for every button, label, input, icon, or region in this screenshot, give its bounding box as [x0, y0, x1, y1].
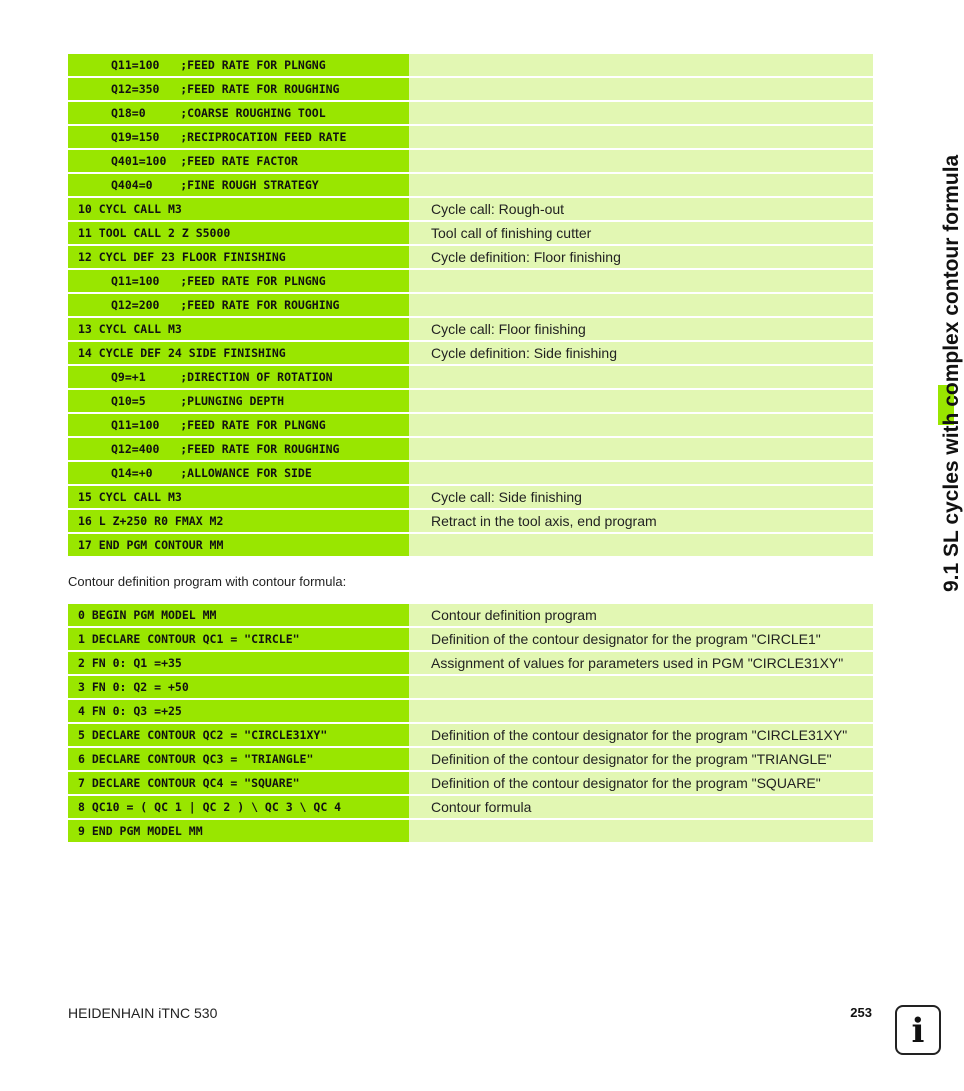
nc-code-cell: 11 TOOL CALL 2 Z S5000: [68, 222, 409, 244]
description-cell: Retract in the tool axis, end program: [409, 510, 873, 532]
description-cell: Definition of the contour designator for the program "TRIANGLE": [409, 748, 873, 770]
table-row: [68, 772, 873, 794]
description-cell: [409, 270, 873, 292]
description-cell: [409, 366, 873, 388]
nc-code-cell: 17 END PGM CONTOUR MM: [68, 534, 409, 556]
nc-code-cell: Q11=100 ;FEED RATE FOR PLNGNG: [68, 414, 409, 436]
description-cell: [409, 126, 873, 148]
nc-code-cell: 14 CYCLE DEF 24 SIDE FINISHING: [68, 342, 409, 364]
table-row: [68, 390, 873, 412]
nc-code-cell: Q10=5 ;PLUNGING DEPTH: [68, 390, 409, 412]
table-row: [68, 628, 873, 650]
info-icon: [895, 1005, 941, 1055]
table-row: [68, 534, 873, 556]
table-row: [68, 54, 873, 76]
page-number: 253: [850, 1005, 872, 1020]
table-row: [68, 102, 873, 124]
nc-code-cell: Q404=0 ;FINE ROUGH STRATEGY: [68, 174, 409, 196]
nc-code-cell: 2 FN 0: Q1 =+35: [68, 652, 409, 674]
table-row: [68, 126, 873, 148]
nc-code-cell: 1 DECLARE CONTOUR QC1 = "CIRCLE": [68, 628, 409, 650]
table-row: [68, 820, 873, 842]
table-row: [68, 222, 873, 244]
nc-code-cell: 4 FN 0: Q3 =+25: [68, 700, 409, 722]
description-cell: Contour formula: [409, 796, 873, 818]
table-row: [68, 462, 873, 484]
table-row: [68, 652, 873, 674]
description-cell: [409, 820, 873, 842]
description-cell: Cycle definition: Floor finishing: [409, 246, 873, 268]
nc-code-cell: 16 L Z+250 R0 FMAX M2: [68, 510, 409, 532]
table-row: [68, 78, 873, 100]
description-cell: [409, 534, 873, 556]
nc-code-cell: Q14=+0 ;ALLOWANCE FOR SIDE: [68, 462, 409, 484]
description-cell: Definition of the contour designator for the program "CIRCLE1": [409, 628, 873, 650]
info-glyph: i: [911, 1011, 925, 1051]
description-cell: Definition of the contour designator for the program "CIRCLE31XY": [409, 724, 873, 746]
nc-code-cell: 3 FN 0: Q2 = +50: [68, 676, 409, 698]
nc-code-cell: Q11=100 ;FEED RATE FOR PLNGNG: [68, 270, 409, 292]
description-cell: Cycle definition: Side finishing: [409, 342, 873, 364]
description-cell: Definition of the contour designator for the program "SQUARE": [409, 772, 873, 794]
table-row: [68, 748, 873, 770]
nc-code-cell: Q12=350 ;FEED RATE FOR ROUGHING: [68, 78, 409, 100]
description-cell: [409, 174, 873, 196]
table-row: [68, 270, 873, 292]
nc-code-cell: 8 QC10 = ( QC 1 | QC 2 ) \ QC 3 \ QC 4: [68, 796, 409, 818]
model-table: [68, 604, 873, 844]
nc-code-cell: 0 BEGIN PGM MODEL MM: [68, 604, 409, 626]
description-cell: [409, 676, 873, 698]
table-row: [68, 510, 873, 532]
table-row: [68, 366, 873, 388]
description-cell: Tool call of finishing cutter: [409, 222, 873, 244]
model-caption: Contour definition program with contour formula:: [68, 574, 347, 589]
description-cell: [409, 414, 873, 436]
nc-code-cell: Q19=150 ;RECIPROCATION FEED RATE: [68, 126, 409, 148]
chapter-title: 9.1 SL cycles with complex contour formula: [940, 154, 963, 592]
nc-code-cell: 13 CYCL CALL M3: [68, 318, 409, 340]
program-table: [68, 54, 873, 558]
table-row: [68, 438, 873, 460]
table-row: [68, 342, 873, 364]
nc-code-cell: Q12=400 ;FEED RATE FOR ROUGHING: [68, 438, 409, 460]
nc-code-cell: 12 CYCL DEF 23 FLOOR FINISHING: [68, 246, 409, 268]
description-cell: [409, 462, 873, 484]
description-cell: [409, 294, 873, 316]
description-cell: [409, 150, 873, 172]
nc-code-cell: 10 CYCL CALL M3: [68, 198, 409, 220]
description-cell: [409, 438, 873, 460]
table-row: [68, 676, 873, 698]
table-row: [68, 700, 873, 722]
chapter-sidebar: [880, 0, 963, 660]
table-row: [68, 724, 873, 746]
nc-code-cell: 15 CYCL CALL M3: [68, 486, 409, 508]
nc-code-cell: 7 DECLARE CONTOUR QC4 = "SQUARE": [68, 772, 409, 794]
nc-code-cell: 6 DECLARE CONTOUR QC3 = "TRIANGLE": [68, 748, 409, 770]
table-row: [68, 604, 873, 626]
table-row: [68, 318, 873, 340]
nc-code-cell: Q18=0 ;COARSE ROUGHING TOOL: [68, 102, 409, 124]
description-cell: [409, 102, 873, 124]
footer-manual-name: HEIDENHAIN iTNC 530: [68, 1005, 218, 1021]
description-cell: Assignment of values for parameters used in PGM "CIRCLE31XY": [409, 652, 873, 674]
table-row: [68, 294, 873, 316]
nc-code-cell: Q11=100 ;FEED RATE FOR PLNGNG: [68, 54, 409, 76]
description-cell: [409, 700, 873, 722]
nc-code-cell: 5 DECLARE CONTOUR QC2 = "CIRCLE31XY": [68, 724, 409, 746]
table-row: [68, 414, 873, 436]
nc-code-cell: 9 END PGM MODEL MM: [68, 820, 409, 842]
nc-code-cell: Q401=100 ;FEED RATE FACTOR: [68, 150, 409, 172]
description-cell: Contour definition program: [409, 604, 873, 626]
nc-code-cell: Q9=+1 ;DIRECTION OF ROTATION: [68, 366, 409, 388]
table-row: [68, 796, 873, 818]
nc-code-cell: Q12=200 ;FEED RATE FOR ROUGHING: [68, 294, 409, 316]
table-row: [68, 246, 873, 268]
description-cell: [409, 390, 873, 412]
table-row: [68, 198, 873, 220]
description-cell: Cycle call: Floor finishing: [409, 318, 873, 340]
table-row: [68, 486, 873, 508]
description-cell: [409, 54, 873, 76]
table-row: [68, 150, 873, 172]
table-row: [68, 174, 873, 196]
description-cell: Cycle call: Side finishing: [409, 486, 873, 508]
description-cell: Cycle call: Rough-out: [409, 198, 873, 220]
description-cell: [409, 78, 873, 100]
